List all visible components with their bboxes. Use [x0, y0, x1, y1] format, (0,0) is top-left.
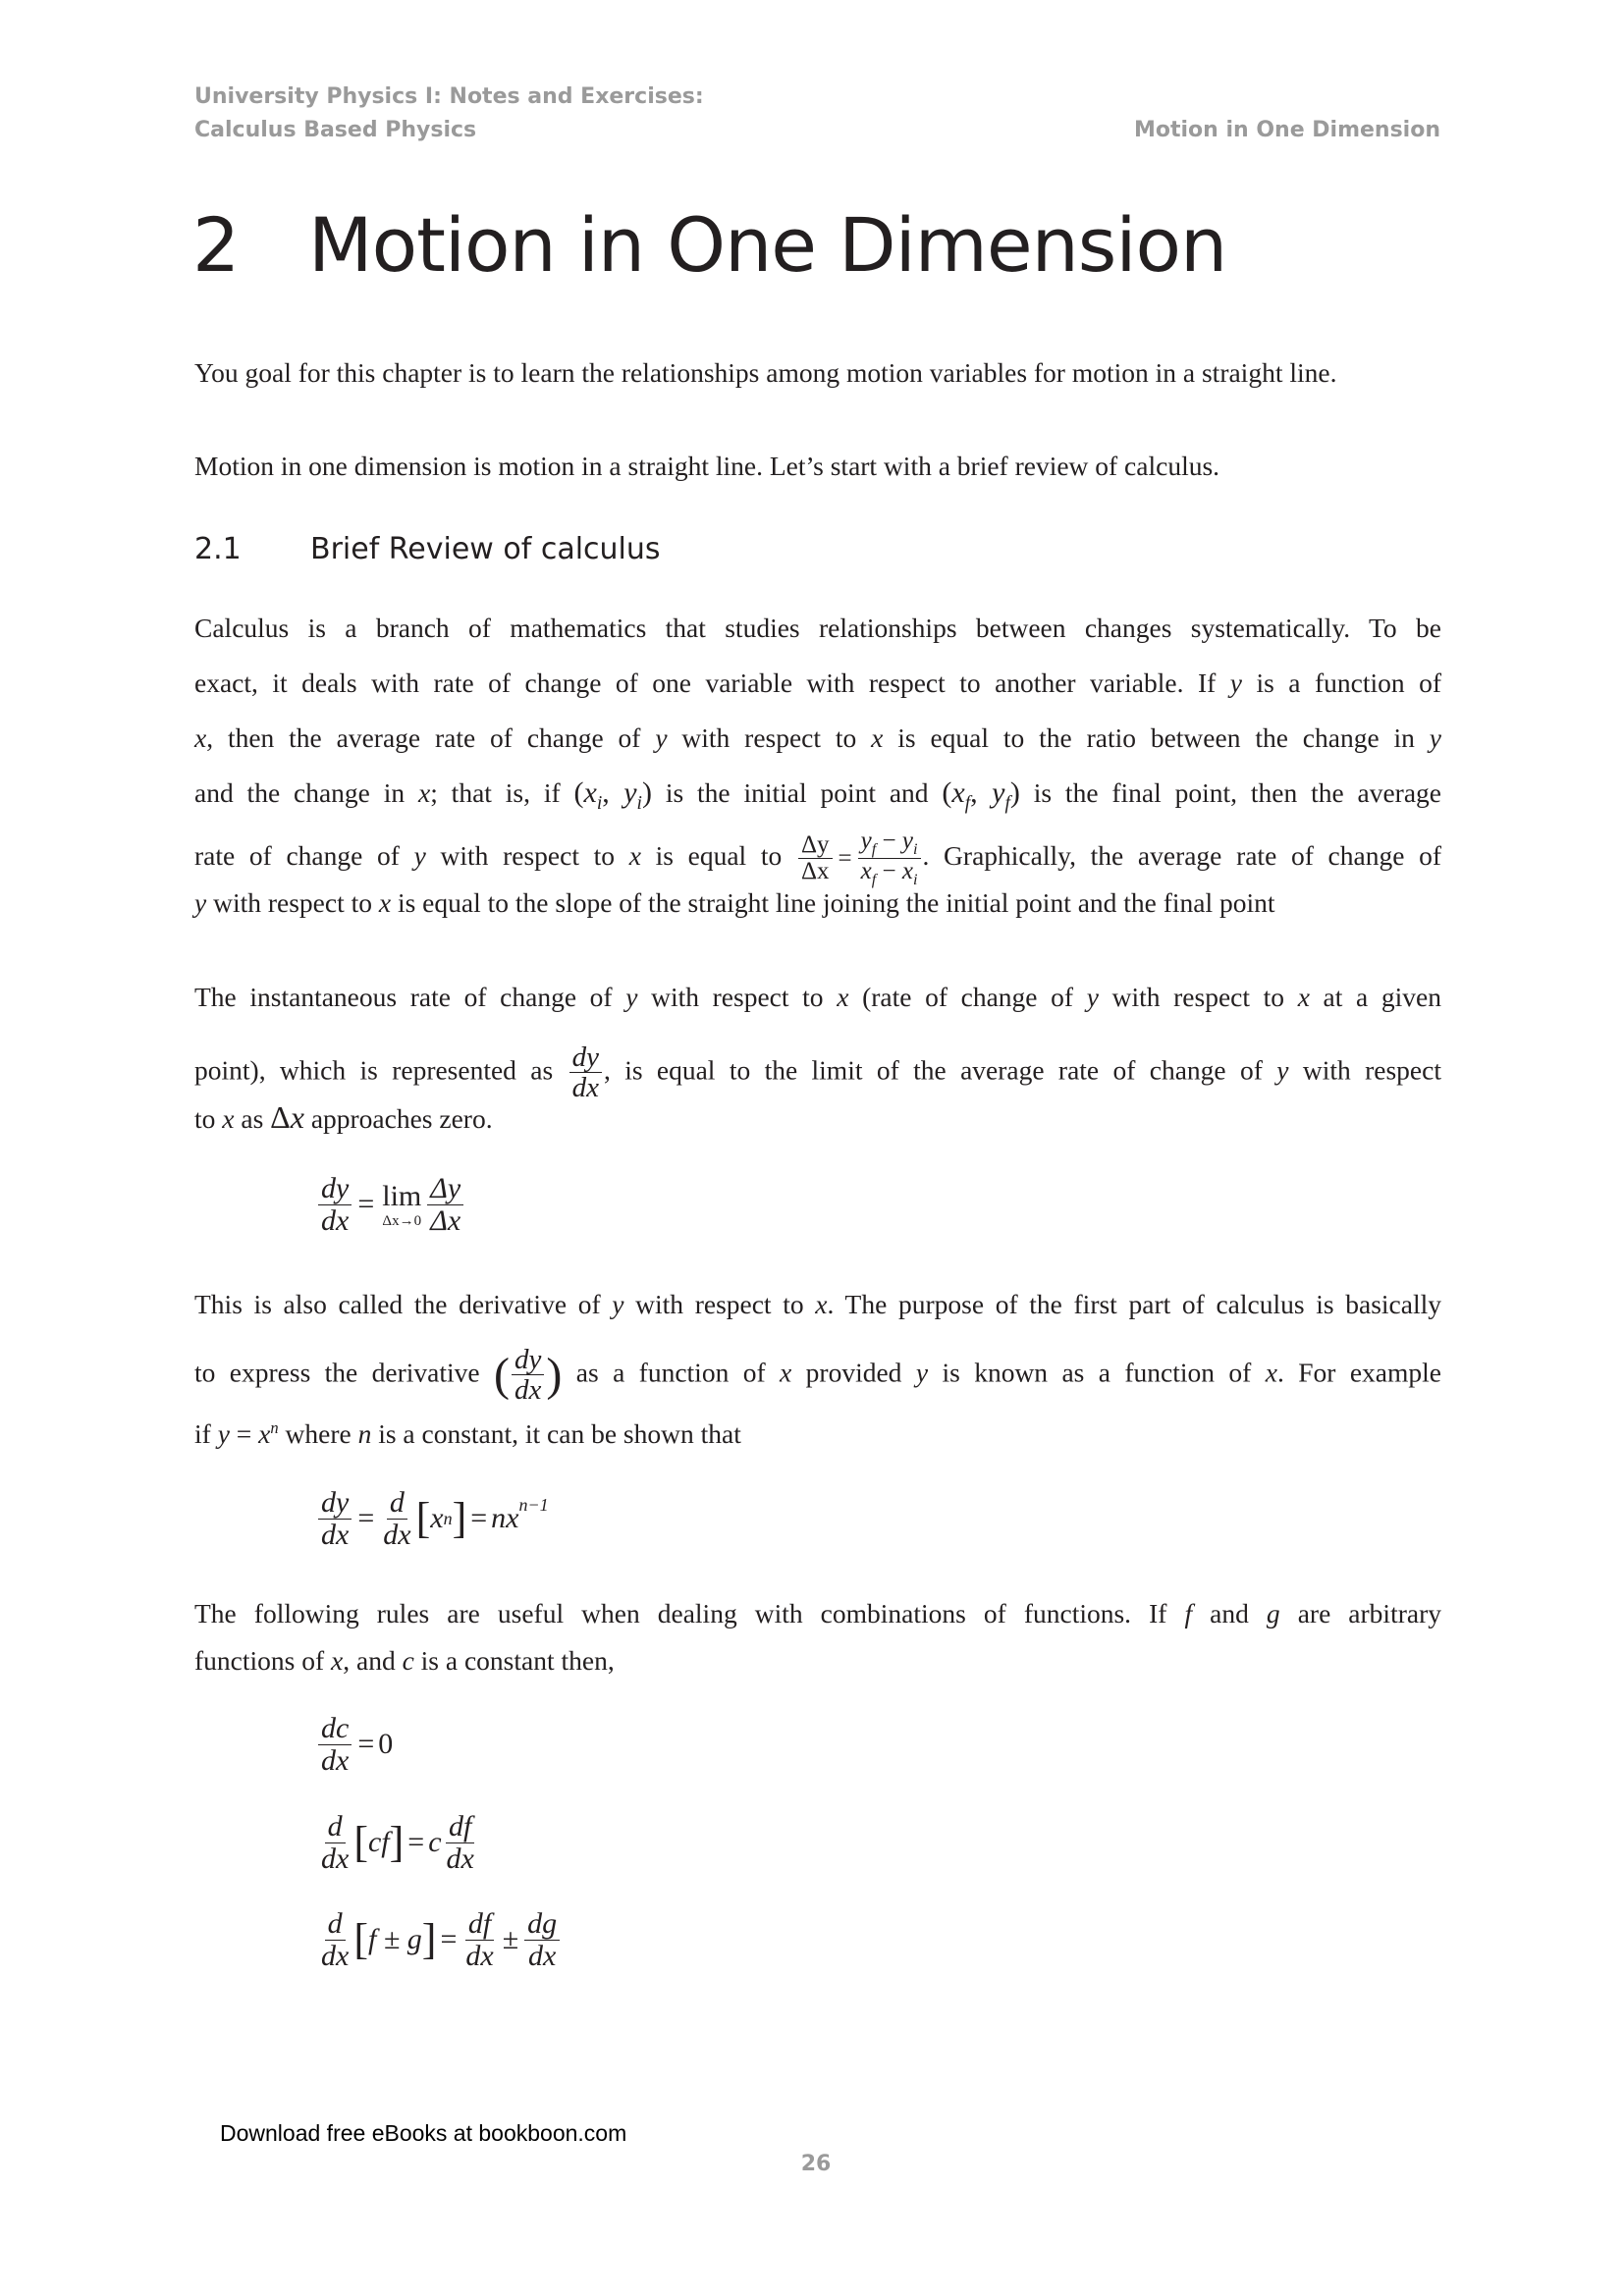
text-segment: is the initial point and [651, 777, 943, 808]
delta-x [270, 1099, 304, 1135]
math-variable: n [357, 1418, 372, 1450]
text-segment: is known as a function of [928, 1357, 1266, 1388]
math-variable: f [1184, 1598, 1193, 1629]
math-symbol: dx [571, 1072, 599, 1104]
paragraph-line [194, 719, 1441, 758]
math-symbol: dx [514, 1374, 542, 1407]
paragraph-line [194, 978, 1441, 1017]
exponent: n [443, 1508, 453, 1528]
text-segment: approaches zero. [303, 1103, 493, 1134]
exponent: n−1 [518, 1495, 549, 1515]
math-symbol: x [258, 1418, 271, 1450]
math-f-pm-g: f ± g [367, 1923, 422, 1955]
right-bracket: ] [452, 1494, 467, 1542]
equals-sign: = [440, 1923, 458, 1955]
paragraph-line [194, 1042, 1441, 1103]
math-symbol: x [583, 776, 597, 809]
text-segment: as [234, 1103, 271, 1134]
text-segment: is a function of [1241, 667, 1441, 698]
math-symbol: = [838, 844, 852, 872]
math-variable: y [1229, 667, 1242, 698]
math-c: c [428, 1826, 442, 1858]
equation-sum-rule [316, 1908, 562, 1971]
text-segment: is equal to the ratio between the change in [883, 722, 1430, 753]
numerator: d [387, 1487, 407, 1520]
math-variable: x [871, 722, 884, 753]
paragraph-line [194, 883, 1441, 923]
math-symbol: Δ [270, 1099, 291, 1135]
text-segment: The following rules are useful when dealing with combinations of functions. If [194, 1598, 1185, 1629]
math-variable: g [1266, 1598, 1280, 1629]
math-variable: y [413, 839, 426, 871]
text-segment: are arbitrary [1279, 1598, 1441, 1629]
math-variable: y [915, 1357, 929, 1388]
math-symbol: y [992, 776, 1005, 809]
text-segment: provided [791, 1357, 916, 1388]
math-symbol: − [882, 828, 896, 854]
text-segment: to express the derivative [194, 1357, 495, 1388]
plus-minus-sign: ± [502, 1923, 519, 1955]
math-variable: y [655, 722, 668, 753]
math-symbol: i [596, 793, 603, 814]
math-variable: y [1429, 722, 1441, 753]
text-segment: Calculus is a branch of mathematics that studies relationships between changes systematically. To be [194, 613, 1441, 643]
text-segment: . The purpose of the first part of calculus is basically [827, 1289, 1441, 1319]
numerator: Δy [427, 1173, 463, 1205]
intro-paragraph-2 [194, 447, 1441, 486]
equation-power-rule [316, 1487, 549, 1550]
math-x: x [430, 1502, 444, 1534]
denominator: dx [321, 1203, 350, 1237]
denominator: dx [321, 1939, 350, 1972]
math-nx: nx [491, 1502, 519, 1534]
math-symbol: y [860, 828, 872, 854]
math-variable: x [417, 777, 431, 808]
text-segment: to [194, 1103, 223, 1134]
math-symbol: i [912, 840, 918, 858]
average-rate-formula [796, 828, 923, 888]
numerator: d [325, 1908, 346, 1941]
paragraph-line [194, 664, 1441, 703]
equals-sign: = [357, 1728, 375, 1760]
denominator: dx [465, 1939, 494, 1972]
equation-derivative-limit [316, 1173, 465, 1236]
math-zero: 0 [378, 1728, 394, 1760]
math-symbol: dy [512, 1345, 544, 1375]
math-variable: x [194, 722, 207, 753]
text-segment: as a function of [562, 1357, 781, 1388]
text-segment: with respect to [425, 839, 629, 871]
text-segment: This is also called the derivative of [194, 1289, 613, 1319]
intro-paragraph-1 [194, 353, 1441, 393]
math-symbol: Δy [798, 832, 833, 859]
dy-dx-fraction [569, 1042, 602, 1103]
denominator: dx [321, 1743, 350, 1777]
y-equals-x-to-n [218, 1418, 279, 1449]
text-segment: is a constant, it can be shown that [371, 1418, 741, 1450]
text-segment: with respect to [623, 1289, 816, 1319]
section-heading [194, 532, 661, 566]
header-book-title-line1: University Physics I: Notes and Exercises: [194, 84, 704, 109]
text-segment: , is equal to the limit of the average rate of change of [603, 1054, 1277, 1086]
paragraph-line [194, 774, 1441, 824]
text-segment: with respect [1288, 1054, 1441, 1086]
page-number: 26 [800, 2152, 832, 2176]
text-segment: with respect to [667, 722, 872, 753]
numerator: dc [318, 1713, 352, 1745]
left-bracket: [ [415, 1494, 431, 1542]
math-variable: c [402, 1645, 414, 1676]
math-symbol: y [623, 776, 637, 809]
math-symbol: − [882, 858, 896, 885]
dy-dx-in-parentheses [494, 1345, 562, 1406]
math-variable: x [815, 1289, 828, 1319]
math-variable: x [378, 887, 392, 918]
text-segment: is a constant then, [413, 1645, 615, 1676]
math-symbol: ( [573, 776, 584, 809]
numerator: dy [318, 1173, 352, 1205]
chapter-number: 2 [192, 201, 240, 289]
math-symbol: , [970, 776, 993, 809]
math-variable: y [194, 887, 207, 918]
right-bracket: ] [421, 1915, 437, 1963]
math-variable: x [628, 839, 641, 871]
math-symbol: i [912, 871, 918, 889]
numerator: df [446, 1811, 474, 1843]
math-variable: x [1265, 1357, 1277, 1388]
lim-subscript: Δx→0 [382, 1212, 422, 1229]
math-symbol: f [1004, 793, 1010, 814]
math-variable: x [331, 1645, 344, 1676]
numerator: df [465, 1908, 494, 1941]
text-segment: where [278, 1418, 358, 1450]
text-segment: with respect to [1098, 982, 1298, 1012]
math-symbol: y [217, 1418, 230, 1450]
section-title: Brief Review of calculus [310, 532, 661, 566]
left-bracket: [ [353, 1818, 368, 1866]
chapter-title [192, 201, 1226, 289]
math-symbol: f [964, 793, 971, 814]
text-segment: exact, it deals with rate of change of one variable with respect to another variable. If [194, 667, 1230, 698]
denominator: dx [446, 1842, 474, 1875]
header-book-title-line2: Calculus Based Physics [194, 118, 477, 142]
math-symbol: ( [494, 1348, 510, 1401]
math-symbol: , [602, 776, 624, 809]
text-segment: functions of [194, 1645, 332, 1676]
initial-point [573, 776, 652, 814]
text-segment: . Graphically, the average rate of change of [922, 839, 1441, 871]
text-segment: is equal to the slope of the straight line joining the initial point and the final point [391, 887, 1275, 918]
math-symbol: y [901, 828, 913, 854]
math-symbol: Δx [800, 858, 830, 885]
lim-operator: lim [382, 1179, 422, 1212]
math-symbol: x [290, 1099, 304, 1135]
text-segment: is equal to [640, 839, 796, 871]
paragraph-line [194, 828, 1441, 888]
text-segment: rate of change of [194, 839, 414, 871]
right-bracket: ] [389, 1818, 405, 1866]
math-symbol: x [901, 858, 913, 885]
header-chapter-title: Motion in One Dimension [1133, 118, 1440, 142]
math-symbol: dy [569, 1042, 602, 1073]
math-symbol: x [860, 858, 872, 885]
math-symbol: f [871, 871, 877, 889]
math-variable: y [612, 1289, 624, 1319]
text-segment: , then the average rate of change of [206, 722, 656, 753]
numerator: d [325, 1811, 346, 1843]
math-symbol: = [236, 1418, 252, 1450]
math-variable: x [837, 982, 849, 1012]
text-segment: , and [343, 1645, 403, 1676]
denominator: Δx [430, 1203, 461, 1237]
denominator: dx [528, 1939, 557, 1972]
text-segment: Motion in one dimension is motion in a straight line. Let’s start with a brief review of calculus. [194, 451, 1220, 481]
paragraph-line [194, 1097, 1441, 1139]
bookboon-download-link[interactable]: Download free eBooks at bookboon.com [220, 2120, 627, 2146]
equals-sign: = [470, 1502, 488, 1534]
text-segment: if [194, 1418, 218, 1450]
denominator: dx [383, 1518, 411, 1551]
math-variable: x [780, 1357, 792, 1388]
paragraph-line [194, 1285, 1441, 1324]
text-segment: and [1192, 1598, 1267, 1629]
text-segment: The instantaneous rate of change of [194, 982, 626, 1012]
math-variable: x [1297, 982, 1310, 1012]
text-segment: with respect to [206, 887, 379, 918]
text-segment: at a given [1309, 982, 1441, 1012]
final-point [942, 776, 1020, 814]
text-segment: You goal for this chapter is to learn the relationships among motion variables for motion in a straight line. [194, 357, 1337, 388]
math-symbol: ( [942, 776, 952, 809]
paragraph-line [194, 1345, 1441, 1406]
numerator: dg [524, 1908, 560, 1941]
math-variable: y [1276, 1054, 1289, 1086]
math-variable: y [1086, 982, 1099, 1012]
text-segment: and the change in [194, 777, 418, 808]
math-symbol: ) [1009, 776, 1020, 809]
paragraph-line [194, 1594, 1441, 1633]
equals-sign: = [407, 1826, 425, 1858]
math-symbol: x [951, 776, 965, 809]
paragraph-line [194, 609, 1441, 648]
text-segment: ; that is, if [430, 777, 574, 808]
text-segment: (rate of change of [848, 982, 1087, 1012]
paragraph-line [194, 1409, 1441, 1454]
denominator: dx [321, 1518, 350, 1551]
left-bracket: [ [353, 1915, 368, 1963]
math-symbol: n [270, 1418, 279, 1437]
denominator: dx [321, 1842, 350, 1875]
chapter-title-text: Motion in One Dimension [308, 201, 1227, 289]
math-symbol: f [871, 840, 877, 858]
text-segment: with respect to [637, 982, 838, 1012]
math-variable: y [625, 982, 638, 1012]
math-symbol: ) [641, 776, 652, 809]
math-symbol: i [636, 793, 642, 814]
section-number: 2.1 [194, 532, 242, 566]
text-segment: . For example [1276, 1357, 1441, 1388]
equation-constant-multiple-rule [316, 1811, 479, 1874]
math-variable: x [222, 1103, 235, 1134]
equation-constant-rule [316, 1713, 393, 1776]
text-segment: is the final point, then the average [1019, 777, 1442, 808]
paragraph-line [194, 1641, 1441, 1681]
equals-sign: = [357, 1502, 375, 1534]
numerator: dy [318, 1487, 352, 1520]
equals-sign: = [357, 1188, 375, 1220]
math-symbol: ) [546, 1348, 563, 1401]
math-cf: cf [367, 1826, 390, 1858]
text-segment: point), which is represented as [194, 1054, 568, 1086]
